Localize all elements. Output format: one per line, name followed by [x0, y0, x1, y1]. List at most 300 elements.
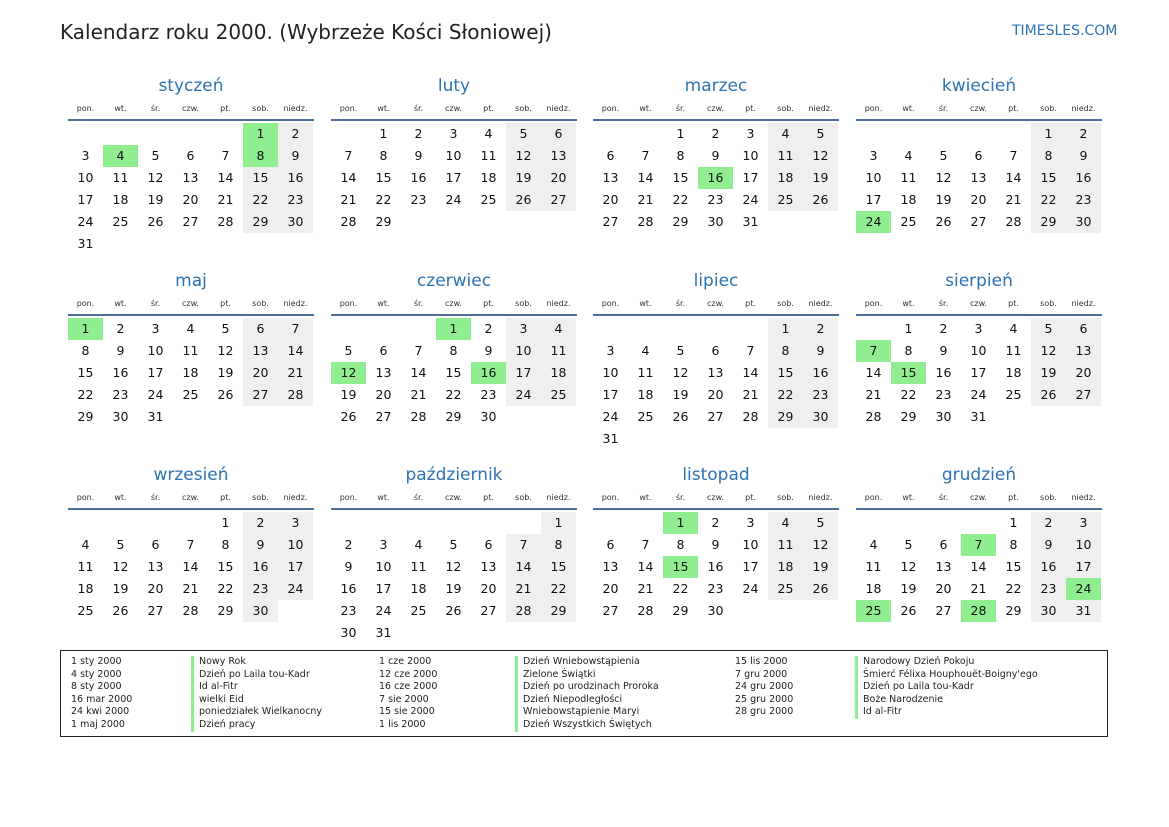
- day-cell: 4: [541, 318, 576, 340]
- day-cell: 1: [1031, 123, 1066, 145]
- day-cell: 17: [147, 365, 164, 380]
- weekday-label: pt.: [220, 493, 231, 502]
- month-title: lipiec: [693, 271, 739, 291]
- day-cell: 9: [1066, 145, 1101, 167]
- day-cell: 26: [147, 214, 164, 229]
- day-cell: 19: [340, 387, 357, 402]
- day-cell: 7: [506, 534, 541, 556]
- day-cell: 23: [707, 581, 724, 596]
- day-cell: 25: [768, 189, 803, 211]
- day-cell: 11: [410, 559, 427, 574]
- day-cell: 29: [672, 603, 689, 618]
- weekday-label: pt.: [745, 299, 756, 308]
- day-cell: 31: [1066, 600, 1101, 622]
- day-cell: 23: [935, 387, 952, 402]
- day-cell: 20: [541, 167, 576, 189]
- day-cell: 18: [112, 192, 129, 207]
- day-cell: 20: [375, 387, 392, 402]
- day-cell: 21: [278, 362, 313, 384]
- day-cell: 24: [375, 603, 392, 618]
- day-cell: 2: [116, 321, 125, 336]
- day-cell: 4: [641, 343, 650, 358]
- day-cell: 19: [935, 192, 952, 207]
- day-cell: 31: [77, 236, 94, 251]
- day-cell: 5: [676, 343, 685, 358]
- weekday-label: śr.: [938, 493, 949, 502]
- day-cell: 8: [81, 343, 90, 358]
- day-cell: 29: [672, 214, 689, 229]
- month-title: październik: [405, 465, 503, 485]
- day-cell: 10: [865, 170, 882, 185]
- day-cell: 14: [182, 559, 199, 574]
- legend-holiday-name: Narodowy Dzień Pokoju: [863, 656, 975, 667]
- day-cell: 26: [112, 603, 129, 618]
- day-cell: 1: [768, 318, 803, 340]
- day-cell: 24: [506, 384, 541, 406]
- day-cell: 22: [1031, 189, 1066, 211]
- weekday-label: czw.: [182, 299, 199, 308]
- weekday-label: sob.: [515, 104, 532, 113]
- day-cell: 13: [707, 365, 724, 380]
- weekday-label: śr.: [938, 104, 949, 113]
- day-cell: 29: [900, 409, 917, 424]
- legend-date: 7 sie 2000: [379, 693, 429, 705]
- day-cell: 14: [742, 365, 759, 380]
- day-cell: 10: [742, 537, 759, 552]
- day-cell: 12: [217, 343, 234, 358]
- day-cell: 26: [340, 409, 357, 424]
- weekday-label: sob.: [777, 299, 794, 308]
- day-cell: 3: [746, 515, 755, 530]
- day-cell: 16: [112, 365, 129, 380]
- legend-holiday-name: Dzień pracy: [199, 718, 256, 730]
- day-cell: 23: [278, 189, 313, 211]
- day-cell: 13: [935, 559, 952, 574]
- weekday-header: [593, 493, 839, 505]
- day-cell: 31: [970, 409, 987, 424]
- legend-date: 16 cze 2000: [379, 681, 438, 693]
- day-cell: 22: [541, 578, 576, 600]
- day-cell: 12: [112, 559, 129, 574]
- holiday-legend: [60, 650, 1108, 737]
- day-cell: 25: [541, 384, 576, 406]
- day-cell: 18: [541, 362, 576, 384]
- day-cell: 17: [970, 365, 987, 380]
- day-cell: 16: [935, 365, 952, 380]
- weekday-label: śr.: [675, 493, 686, 502]
- page-title: Kalendarz roku 2000. (Wybrzeże Kości Słoniowej): [60, 20, 552, 44]
- weekday-label: pon.: [76, 299, 95, 308]
- day-cell: 8: [1009, 537, 1018, 552]
- day-cell: 2: [484, 321, 493, 336]
- day-cell: 22: [445, 387, 462, 402]
- day-cell: 20: [182, 192, 199, 207]
- month-title: maj: [175, 271, 207, 291]
- day-cell: 9: [243, 534, 278, 556]
- holiday-day-cell: 4: [103, 145, 138, 167]
- day-cell: 1: [221, 515, 230, 530]
- day-cell: 24: [970, 387, 987, 402]
- day-cell: 9: [344, 559, 353, 574]
- weekday-label: pt.: [483, 493, 494, 502]
- day-cell: 12: [1031, 340, 1066, 362]
- weekday-label: sob.: [1040, 299, 1057, 308]
- day-cell: 12: [672, 365, 689, 380]
- legend-holiday-name: Dzień po Laila tou-Kadr: [199, 668, 310, 680]
- day-cell: 24: [742, 192, 759, 207]
- legend-date: 24 gru 2000: [735, 681, 794, 693]
- day-cell: 9: [1031, 534, 1066, 556]
- day-cell: 15: [77, 365, 94, 380]
- day-cell: 6: [243, 318, 278, 340]
- day-cell: 20: [147, 581, 164, 596]
- day-cell: 23: [803, 384, 838, 406]
- day-cell: 2: [414, 126, 423, 141]
- holiday-day-cell: 24: [856, 211, 891, 233]
- day-grid: [856, 123, 1102, 258]
- day-cell: 20: [707, 387, 724, 402]
- day-cell: 9: [939, 343, 948, 358]
- day-cell: 19: [803, 167, 838, 189]
- month-title: luty: [437, 76, 471, 96]
- day-cell: 14: [865, 365, 882, 380]
- day-cell: 3: [278, 512, 313, 534]
- weekday-label: śr.: [150, 493, 161, 502]
- day-cell: 6: [186, 148, 195, 163]
- day-grid: [593, 512, 839, 647]
- day-cell: 16: [243, 556, 278, 578]
- weekday-label: niedz.: [1071, 104, 1096, 113]
- day-cell: 11: [182, 343, 199, 358]
- weekday-label: wt.: [114, 299, 127, 308]
- day-grid: [331, 512, 577, 647]
- day-cell: 19: [147, 192, 164, 207]
- month-title: kwiecień: [941, 76, 1017, 96]
- legend-holiday-name: Boże Narodzenie: [863, 693, 943, 705]
- weekday-header: [331, 493, 577, 505]
- day-cell: 30: [243, 600, 278, 622]
- day-cell: 15: [243, 167, 278, 189]
- weekday-label: niedz.: [1071, 299, 1096, 308]
- day-cell: 4: [186, 321, 195, 336]
- day-cell: 26: [672, 409, 689, 424]
- weekday-label: śr.: [675, 299, 686, 308]
- day-cell: 13: [147, 559, 164, 574]
- legend-holiday-name: Id al-Fitr: [863, 706, 902, 718]
- day-cell: 15: [1005, 559, 1022, 574]
- legend-holiday-name: poniedziałek Wielkanocny: [199, 706, 323, 718]
- weekday-label: czw.: [970, 493, 987, 502]
- day-cell: 14: [637, 170, 654, 185]
- day-cell: 14: [278, 340, 313, 362]
- day-cell: 14: [410, 365, 427, 380]
- day-cell: 14: [340, 170, 357, 185]
- day-cell: 28: [340, 214, 357, 229]
- day-cell: 14: [1005, 170, 1022, 185]
- month-title: sierpień: [945, 271, 1013, 291]
- day-cell: 18: [768, 167, 803, 189]
- month-divider: [593, 508, 839, 510]
- day-cell: 1: [1009, 515, 1018, 530]
- day-cell: 4: [414, 537, 423, 552]
- legend-date: 12 cze 2000: [379, 668, 438, 680]
- day-cell: 2: [344, 537, 353, 552]
- day-cell: 8: [904, 343, 913, 358]
- legend-holiday-name: Dzień Niepodległości: [523, 693, 623, 705]
- legend-holiday-name: Id al-Fitr: [199, 681, 238, 693]
- weekday-label: czw.: [970, 299, 987, 308]
- day-cell: 11: [1005, 343, 1022, 358]
- day-cell: 3: [379, 537, 388, 552]
- day-cell: 25: [768, 578, 803, 600]
- day-cell: 23: [243, 578, 278, 600]
- day-cell: 11: [900, 170, 917, 185]
- day-cell: 2: [803, 318, 838, 340]
- weekday-label: pt.: [745, 104, 756, 113]
- day-cell: 26: [1031, 384, 1066, 406]
- weekday-header: [856, 104, 1102, 116]
- day-cell: 27: [1066, 384, 1101, 406]
- day-cell: 30: [935, 409, 952, 424]
- holiday-day-cell: 24: [1066, 578, 1101, 600]
- holiday-day-cell: 15: [663, 556, 698, 578]
- day-cell: 3: [869, 148, 878, 163]
- day-cell: 11: [77, 559, 94, 574]
- day-cell: 11: [112, 170, 129, 185]
- weekday-label: sob.: [1040, 104, 1057, 113]
- day-cell: 14: [506, 556, 541, 578]
- day-cell: 22: [900, 387, 917, 402]
- day-cell: 8: [676, 148, 685, 163]
- weekday-label: pon.: [601, 299, 620, 308]
- day-cell: 23: [112, 387, 129, 402]
- day-cell: 16: [1066, 167, 1101, 189]
- day-cell: 7: [414, 343, 423, 358]
- day-cell: 25: [410, 603, 427, 618]
- day-cell: 9: [484, 343, 493, 358]
- day-cell: 26: [217, 387, 234, 402]
- weekday-label: pt.: [1008, 104, 1019, 113]
- day-cell: 30: [803, 406, 838, 428]
- day-cell: 25: [182, 387, 199, 402]
- legend-holiday-name: Dzień po Laila tou-Kadr: [863, 681, 974, 693]
- legend-date: 1 cze 2000: [379, 656, 432, 667]
- day-cell: 24: [445, 192, 462, 207]
- day-cell: 12: [147, 170, 164, 185]
- day-cell: 25: [900, 214, 917, 229]
- day-cell: 9: [278, 145, 313, 167]
- day-cell: 24: [278, 578, 313, 600]
- month-divider: [331, 314, 577, 316]
- day-cell: 21: [506, 578, 541, 600]
- day-cell: 9: [116, 343, 125, 358]
- day-cell: 7: [344, 148, 353, 163]
- day-cell: 3: [746, 126, 755, 141]
- legend-dates-col-3: [735, 656, 793, 719]
- day-cell: 6: [151, 537, 160, 552]
- day-cell: 9: [711, 148, 720, 163]
- month-divider: [856, 314, 1102, 316]
- day-cell: 22: [672, 581, 689, 596]
- day-cell: 23: [1066, 189, 1101, 211]
- day-cell: 1: [904, 321, 913, 336]
- day-cell: 2: [939, 321, 948, 336]
- day-cell: 13: [480, 559, 497, 574]
- day-cell: 3: [506, 318, 541, 340]
- legend-dates-col-1: [71, 656, 132, 732]
- day-cell: 18: [637, 387, 654, 402]
- weekday-label: wt.: [114, 493, 127, 502]
- day-cell: 15: [375, 170, 392, 185]
- legend-date: 1 lis 2000: [379, 718, 426, 730]
- day-cell: 13: [602, 559, 619, 574]
- legend-holiday-name: Dzień Wszystkich Świętych: [523, 718, 652, 730]
- day-cell: 10: [375, 559, 392, 574]
- day-cell: 27: [602, 214, 619, 229]
- day-cell: 5: [221, 321, 230, 336]
- day-cell: 2: [711, 126, 720, 141]
- day-cell: 12: [506, 145, 541, 167]
- legend-holiday-name: Wniebowstąpienie Maryi: [523, 706, 640, 718]
- day-cell: 8: [449, 343, 458, 358]
- day-cell: 10: [970, 343, 987, 358]
- day-cell: 20: [970, 192, 987, 207]
- weekday-label: czw.: [707, 493, 724, 502]
- legend-date: 1 maj 2000: [71, 718, 125, 730]
- weekday-label: czw.: [707, 299, 724, 308]
- weekday-label: pt.: [483, 299, 494, 308]
- legend-names-col-2: [515, 656, 659, 732]
- day-cell: 29: [375, 214, 392, 229]
- day-cell: 23: [410, 192, 427, 207]
- day-cell: 27: [970, 214, 987, 229]
- day-cell: 27: [147, 603, 164, 618]
- day-cell: 13: [970, 170, 987, 185]
- holiday-day-cell: 28: [961, 600, 996, 622]
- legend-holiday-name: Zielone Świątki: [523, 668, 596, 680]
- day-cell: 6: [711, 343, 720, 358]
- day-cell: 12: [803, 145, 838, 167]
- weekday-label: sob.: [777, 493, 794, 502]
- day-cell: 22: [672, 192, 689, 207]
- day-grid: [331, 123, 577, 258]
- day-cell: 17: [865, 192, 882, 207]
- weekday-label: pon.: [864, 104, 883, 113]
- day-cell: 17: [742, 559, 759, 574]
- weekday-label: śr.: [413, 493, 424, 502]
- day-cell: 29: [1031, 211, 1066, 233]
- weekday-label: śr.: [413, 104, 424, 113]
- weekday-label: pt.: [220, 299, 231, 308]
- day-cell: 20: [602, 581, 619, 596]
- day-cell: 17: [742, 170, 759, 185]
- day-cell: 28: [410, 409, 427, 424]
- site-brand-link[interactable]: TIMESLES.COM: [1012, 23, 1118, 39]
- day-cell: 17: [506, 362, 541, 384]
- day-cell: 22: [768, 384, 803, 406]
- day-cell: 18: [410, 581, 427, 596]
- day-cell: 8: [768, 340, 803, 362]
- day-cell: 20: [1066, 362, 1101, 384]
- day-cell: 9: [414, 148, 423, 163]
- legend-holiday-name: Dzień po urodzinach Proroka: [523, 681, 659, 693]
- weekday-label: sob.: [777, 104, 794, 113]
- day-cell: 13: [375, 365, 392, 380]
- weekday-header: [593, 104, 839, 116]
- day-cell: 30: [340, 625, 357, 640]
- day-cell: 6: [1066, 318, 1101, 340]
- day-cell: 19: [803, 556, 838, 578]
- day-cell: 11: [541, 340, 576, 362]
- weekday-label: śr.: [413, 299, 424, 308]
- day-cell: 5: [803, 512, 838, 534]
- weekday-label: niedz.: [1071, 493, 1096, 502]
- month-divider: [68, 119, 314, 121]
- weekday-label: pt.: [483, 104, 494, 113]
- day-cell: 26: [445, 603, 462, 618]
- day-cell: 12: [935, 170, 952, 185]
- day-cell: 21: [1005, 192, 1022, 207]
- month-title: styczeń: [158, 76, 224, 96]
- day-cell: 15: [217, 559, 234, 574]
- day-grid: [856, 318, 1102, 453]
- weekday-label: śr.: [150, 299, 161, 308]
- day-cell: 14: [637, 559, 654, 574]
- weekday-label: sob.: [1040, 493, 1057, 502]
- weekday-label: czw.: [182, 104, 199, 113]
- weekday-label: czw.: [182, 493, 199, 502]
- day-cell: 20: [480, 581, 497, 596]
- day-cell: 4: [81, 537, 90, 552]
- day-cell: 21: [637, 192, 654, 207]
- day-cell: 16: [707, 559, 724, 574]
- day-cell: 21: [217, 192, 234, 207]
- weekday-label: niedz.: [808, 493, 833, 502]
- day-cell: 29: [77, 409, 94, 424]
- day-cell: 17: [602, 387, 619, 402]
- day-cell: 13: [541, 145, 576, 167]
- weekday-label: niedz.: [546, 104, 571, 113]
- day-cell: 26: [803, 189, 838, 211]
- day-cell: 23: [1031, 578, 1066, 600]
- month-title: marzec: [684, 76, 748, 96]
- weekday-label: sob.: [252, 104, 269, 113]
- day-cell: 26: [900, 603, 917, 618]
- weekday-label: wt.: [114, 104, 127, 113]
- day-cell: 5: [344, 343, 353, 358]
- day-cell: 28: [637, 214, 654, 229]
- weekday-header: [331, 299, 577, 311]
- day-cell: 22: [1005, 581, 1022, 596]
- day-cell: 2: [711, 515, 720, 530]
- day-cell: 23: [340, 603, 357, 618]
- day-grid: [856, 512, 1102, 647]
- day-cell: 3: [81, 148, 90, 163]
- day-cell: 9: [711, 537, 720, 552]
- day-cell: 18: [865, 581, 882, 596]
- month-divider: [593, 314, 839, 316]
- day-cell: 10: [1066, 534, 1101, 556]
- legend-date: 4 sty 2000: [71, 668, 122, 680]
- legend-date: 8 sty 2000: [71, 681, 122, 693]
- day-cell: 2: [1031, 512, 1066, 534]
- day-cell: 22: [77, 387, 94, 402]
- day-cell: 17: [445, 170, 462, 185]
- legend-names-col-3: [855, 656, 1038, 719]
- weekday-label: czw.: [445, 104, 462, 113]
- day-cell: 28: [637, 603, 654, 618]
- day-cell: 4: [1009, 321, 1018, 336]
